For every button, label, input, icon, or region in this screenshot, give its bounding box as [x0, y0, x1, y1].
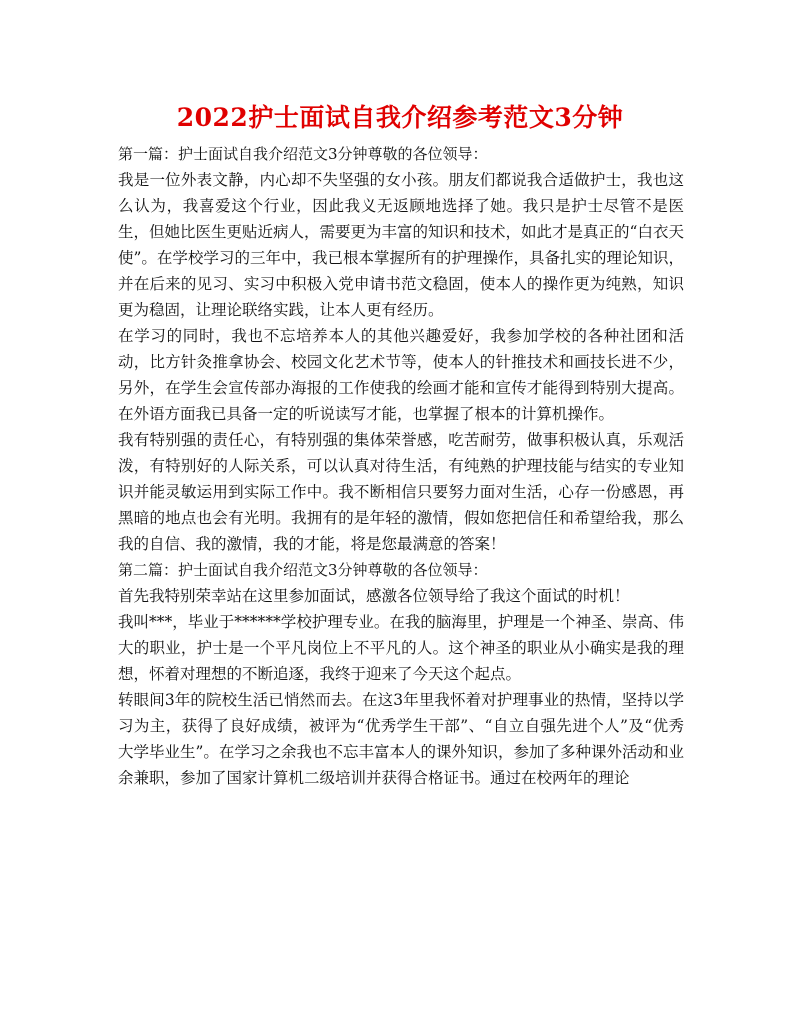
paragraph: 转眼间3年的院校生活已悄然而去。在这3年里我怀着对护理事业的热情，坚持以学习为主，获得了良好成绩，被评为“优秀学生干部”、“自立自强先进个人”及“优秀大学毕业生”。在学习之余我也不忘丰富本人的课外知识，参加了多种课外活动和业余兼职，参加了国家计算机二级培训并获得合格证书。通过在校两年的理论 — [118, 691, 684, 787]
paragraph: 我有特别强的责任心，有特别强的集体荣誉感，吃苦耐劳，做事积极认真，乐观活泼，有特别好的人际关系，可以认真对待生活，有纯熟的护理技能与结实的专业知识并能灵敏运用到实际工作中。我不断相信只要努力面对生活，心存一份感恩，再黑暗的地点也会有光明。我拥有的是年轻的激情，假如您把信任和希望给我，那么我的自信、我的激情，我的才能，将是您最满意的答案！ — [118, 431, 684, 553]
paragraph: 在学习的同时，我也不忘培养本人的其他兴趣爱好，我参加学校的各种社团和活动，比方针灸推拿协会、校园文化艺术节等，使本人的针推技术和画技长进不少，另外，在学生会宣传部办海报的工作使我的绘画才能和宣传才能得到特别大提高。在外语方面我已具备一定的听说读写才能，也掌握了根本的计算机操作。 — [118, 327, 684, 423]
document-title: 2022护士面试自我介绍参考范文3分钟 — [176, 103, 624, 132]
paragraph: 我是一位外表文静，内心却不失坚强的女小孩。朋友们都说我合适做护士，我也这么认为，我喜爱这个行业，因此我义无返顾地选择了她。我只是护士尽管不是医生，但她比医生更贴近病人，需要更为丰富的知识和技术，如此才是真正的“白衣天使”。在学校学习的三年中，我已根本掌握所有的护理操作，具备扎实的理论知识，并在后来的见习、实习中积极入党申请书范文稳固，使本人的操作更为纯熟，知识更为稳固，让理论联络实践，让本人更有经历。 — [118, 171, 684, 319]
paragraph: 首先我特别荣幸站在这里参加面试，感激各位领导给了我这个面试的时机！ — [118, 587, 630, 605]
section-heading-2: 第二篇：护士面试自我介绍范文3分钟尊敬的各位领导： — [118, 561, 488, 579]
document-body — [118, 141, 684, 791]
paragraph: 我叫***，毕业于******学校护理专业。在我的脑海里，护理是一个神圣、崇高、伟大的职业，护士是一个平凡岗位上不平凡的人。这个神圣的职业从小确实是我的理想，怀着对理想的不断追逐，我终于迎来了今天这个起点。 — [118, 613, 684, 683]
section-heading-1: 第一篇：护士面试自我介绍范文3分钟尊敬的各位领导： — [118, 145, 488, 163]
